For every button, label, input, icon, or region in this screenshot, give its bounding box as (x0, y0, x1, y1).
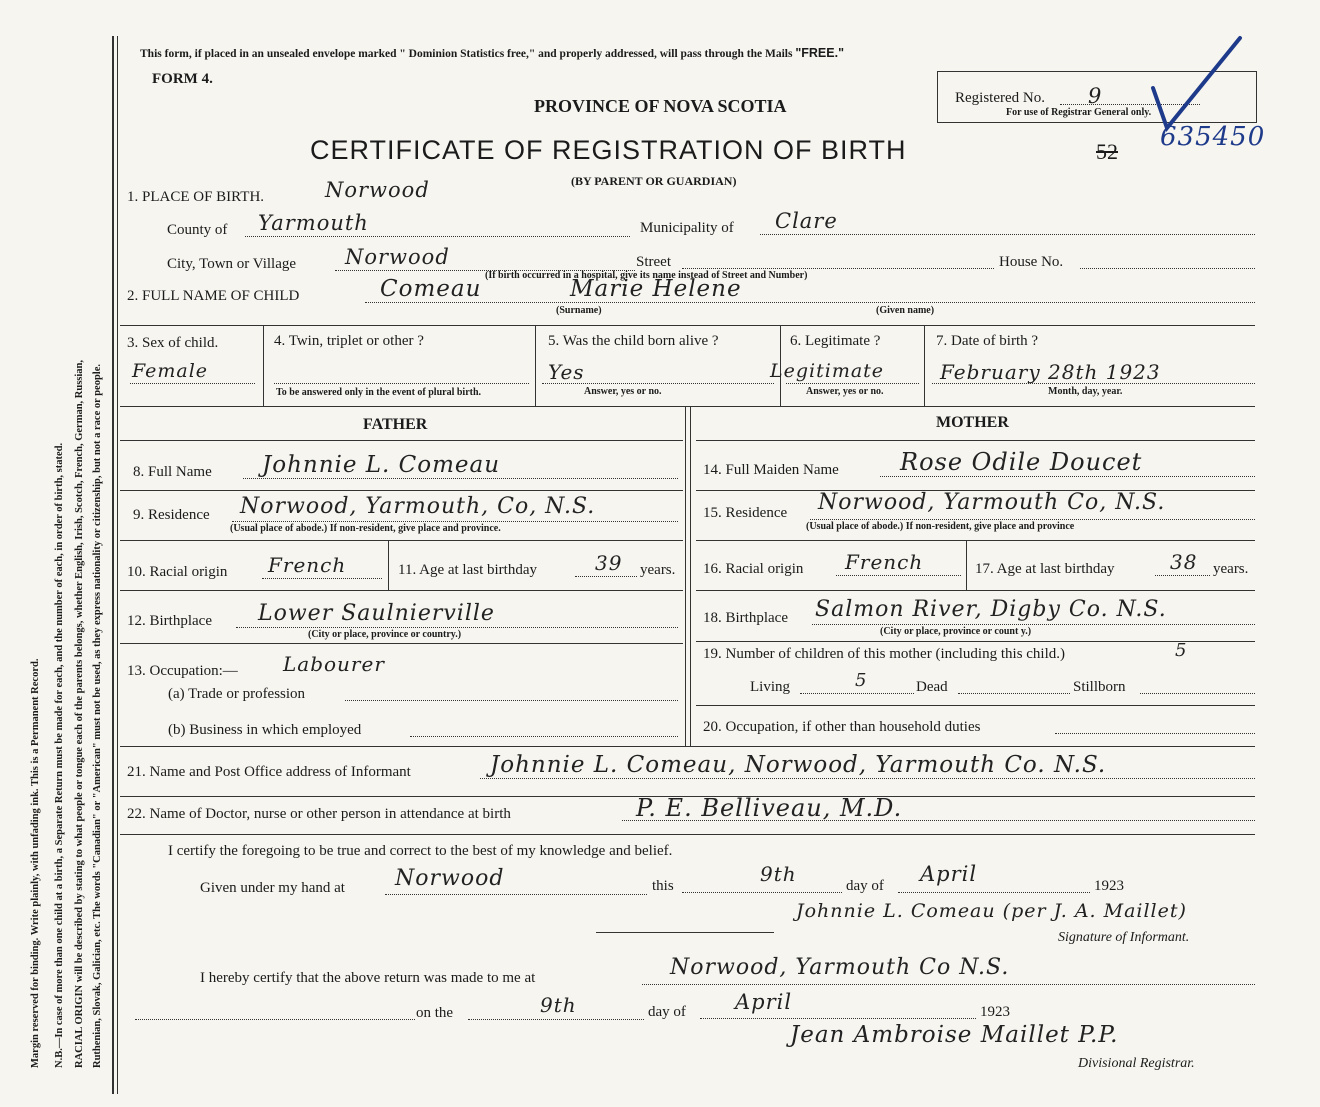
registered-label: Registered No. (955, 90, 1045, 106)
father-race-label: 10. Racial origin (127, 564, 228, 580)
father-age-value: 39 (595, 551, 623, 575)
alive-label: 5. Was the child born alive ? (548, 333, 719, 349)
father-occupation-label: 13. Occupation:— (127, 663, 238, 679)
certify-statement: I certify the foregoing to be true and correct to the best of my knowledge and belief. (168, 843, 673, 859)
legitimate-label: 6. Legitimate ? (790, 333, 881, 349)
doctor-label: 22. Name of Doctor, nurse or other person in attendance at birth (127, 806, 511, 822)
father-age-label: 11. Age at last birthday (398, 562, 537, 578)
mail-note: This form, if placed in an unsealed envelope marked " Dominion Statistics free," and properly addressed, will pass through the Mails "FREE." (140, 46, 844, 60)
children-count-value: 5 (1175, 640, 1188, 661)
mother-residence-note: (Usual place of abode.) If non-resident, give place and province (806, 521, 1075, 532)
children-count-label: 19. Number of children of this mother (including this child.) (703, 646, 1066, 662)
street-label: Street (636, 254, 671, 270)
margin-note-2: N.B.—In case of more than one child at a birth, a Separate Return must be made for each, and the number of each, in order of birth, stated. (54, 442, 65, 1068)
row3-bottom-rule (120, 406, 1255, 407)
sex-value: Female (132, 360, 209, 382)
given-day-of-label: day of (846, 878, 884, 894)
mother-race-label: 16. Racial origin (703, 561, 804, 577)
child-name-label: 2. FULL NAME OF CHILD (127, 288, 300, 304)
registrar-year-value: 1923 (980, 1004, 1010, 1020)
registrar-signature: Jean Ambroise Maillet P.P. (790, 1022, 1119, 1048)
stillborn-label: Stillborn (1073, 679, 1126, 695)
hospital-note: (If birth occurred in a hospital, give its name instead of Street and Number) (485, 270, 808, 281)
child-given-name: Marie Helene (570, 276, 742, 302)
place-of-birth-label: 1. PLACE OF BIRTH. (127, 189, 265, 205)
father-occupation-value: Labourer (283, 652, 385, 676)
informant-value: Johnnie L. Comeau, Norwood, Yarmouth Co. N.S. (490, 752, 1107, 778)
mother-birthplace-label: 18. Birthplace (703, 610, 788, 626)
living-label: Living (750, 679, 790, 695)
city-value: Norwood (345, 245, 450, 269)
legitimate-note: Answer, yes or no. (806, 386, 884, 397)
certificate-title: CERTIFICATE OF REGISTRATION OF BIRTH (310, 135, 907, 165)
mother-occupation-label: 20. Occupation, if other than household duties (703, 719, 981, 735)
given-month-value: April (920, 862, 978, 886)
given-under-label: Given under my hand at (200, 880, 345, 896)
doctor-value: P. E. Belliveau, M.D. (636, 794, 903, 822)
municipality-value: Clare (775, 209, 838, 233)
on-the-label: on the (416, 1005, 454, 1021)
binding-line (112, 36, 114, 1094)
father-years: years. (640, 562, 676, 578)
registrar-signature-label: Divisional Registrar. (1078, 1056, 1195, 1071)
informant-signature: Johnnie L. Comeau (per J. A. Maillet) (796, 900, 1187, 922)
county-label: County of (167, 222, 228, 238)
certificate-subtitle: (BY PARENT OR GUARDIAN) (571, 174, 737, 188)
registrar-place-value: Norwood, Yarmouth Co N.S. (670, 955, 1010, 980)
this-label: this (652, 878, 674, 894)
mother-residence-value: Norwood, Yarmouth Co, N.S. (818, 490, 1166, 515)
registrar-statement: I hereby certify that the above return was made to me at (200, 970, 536, 986)
parents-divider (685, 406, 686, 746)
father-residence-value: Norwood, Yarmouth, Co, N.S. (240, 494, 596, 519)
registrar-day-of-label: day of (648, 1004, 686, 1020)
trade-label: (a) Trade or profession (168, 686, 306, 702)
struck-number: 52 (1096, 139, 1118, 164)
dead-label: Dead (916, 679, 948, 695)
sex-label: 3. Sex of child. (127, 335, 219, 351)
city-label: City, Town or Village (167, 256, 297, 272)
living-value: 5 (855, 670, 868, 691)
form-number: FORM 4. (152, 71, 213, 87)
given-place-value: Norwood (395, 866, 505, 891)
registrar-day-value: 9th (540, 993, 577, 1017)
county-value: Yarmouth (258, 211, 369, 235)
binding-line-inner (117, 36, 118, 1094)
given-day-value: 9th (760, 862, 797, 886)
margin-note-3: RACIAL ORIGIN will be described by stating to what people or tongue each of the parents belongs, whether English, Irish, Scotch, French, German, Russian, (74, 359, 85, 1068)
alive-value: Yes (548, 360, 585, 384)
mother-residence-label: 15. Residence (703, 505, 788, 521)
informant-signature-label: Signature of Informant. (1058, 930, 1190, 945)
twin-note: To be answered only in the event of plural birth. (276, 387, 482, 398)
father-race-value: French (268, 553, 347, 577)
alive-note: Answer, yes or no. (584, 386, 662, 397)
business-label: (b) Business in which employed (168, 722, 362, 738)
province-heading: PROVINCE OF NOVA SCOTIA (534, 96, 787, 116)
margin-note-1: Margin reserved for binding. Write plainly, with unfading ink. This is a Permanent Record. (30, 658, 41, 1068)
father-name-label: 8. Full Name (133, 464, 212, 480)
mother-birthplace-value: Salmon River, Digby Co. N.S. (815, 597, 1167, 622)
given-year-value: 1923 (1094, 878, 1124, 894)
father-name-value: Johnnie L. Comeau (262, 452, 501, 478)
mother-birthplace-note: (City or place, province or count y.) (880, 626, 1032, 637)
child-surname: Comeau (380, 276, 482, 302)
informant-label: 21. Name and Post Office address of Informant (127, 764, 411, 780)
dob-value: February 28th 1923 (940, 360, 1161, 384)
mother-race-value: French (845, 550, 924, 574)
municipality-label: Municipality of (640, 220, 734, 236)
mother-name-label: 14. Full Maiden Name (703, 462, 839, 478)
row3-top-rule (120, 325, 1255, 326)
mother-years: years. (1213, 561, 1249, 577)
mother-age-label: 17. Age at last birthday (975, 561, 1115, 577)
margin-note-4: Ruthenian, Slovak, Galician, etc. The words "Canadian" or "American" must not be used, as they express nationality or citizenship, but not a race or people. (92, 363, 103, 1068)
stamp-number: 635450 (1160, 122, 1266, 152)
mother-heading: MOTHER (936, 414, 1009, 431)
twin-label: 4. Twin, triplet or other ? (274, 333, 424, 349)
place-of-birth-value: Norwood (325, 178, 430, 202)
registered-value: 9 (1088, 84, 1103, 108)
surname-note: (Surname) (556, 305, 602, 316)
father-residence-label: 9. Residence (133, 507, 210, 523)
father-residence-note: (Usual place of abode.) If non-resident, give place and province. (230, 523, 501, 534)
father-heading: FATHER (363, 416, 428, 433)
checkmark-icon (1145, 30, 1255, 135)
legitimate-value: Legitimate (770, 360, 885, 382)
house-no-label: House No. (999, 254, 1064, 270)
dob-note: Month, day, year. (1048, 386, 1123, 397)
registrar-month-value: April (735, 990, 793, 1014)
mother-name-value: Rose Odile Doucet (900, 448, 1143, 476)
father-birthplace-note: (City or place, province or country.) (308, 629, 462, 640)
father-birthplace-value: Lower Saulnierville (258, 601, 495, 626)
given-name-note: (Given name) (876, 305, 935, 316)
dob-label: 7. Date of birth ? (936, 333, 1039, 349)
registrar-use-note: For use of Registrar General only. (1006, 107, 1152, 118)
father-birthplace-label: 12. Birthplace (127, 613, 212, 629)
mother-age-value: 38 (1170, 550, 1198, 574)
